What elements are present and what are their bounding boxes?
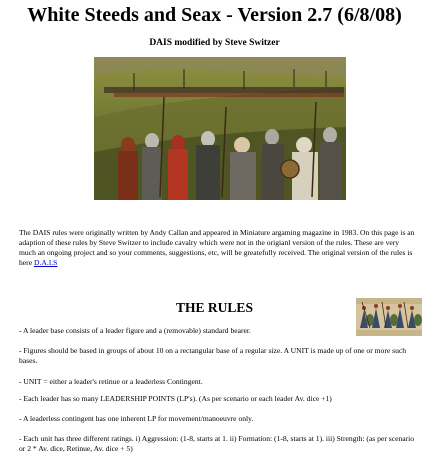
rule-leader-base: - A leader base consists of a leader figure and a (removable) standard bearer. (19, 326, 251, 335)
rule-unit-definition: - UNIT = either a leader's retinue or a leaderless Contingent. (19, 377, 203, 386)
intro-text: The DAIS rules were originally written by Andy Callan and appeared in Miniature argaming magazine in 1983. On this page is an adaption of these rules by Steve Switzer to include cavalry which were not in the origianl version of the rules. These are very much an ongoing project and so your comments, suggestions, etc, will be greatefully received. The original version of the rules is here (19, 228, 415, 267)
dais-original-link[interactable]: D.A.I.S (33, 258, 58, 267)
rule-leadership-points: - Each leader has so many LEADERSHIP POINTS (LP's). (As per scenario or each leader Av. dice +1) (19, 394, 332, 403)
page-title: White Steeds and Seax - Version 2.7 (6/8/08) (27, 4, 402, 26)
rules-heading: THE RULES (176, 300, 253, 315)
rule-unit-ratings: - Each unit has three different ratings. i) Aggression: (1-8, starts at 1. ii) Formation: (1-8, starts at 1). iii) Strength: (as per scenario or 2 * Av. dice, Retinue, Av. dice + 5) (19, 434, 415, 453)
page-subtitle: DAIS modified by Steve Switzer (149, 38, 280, 48)
reenactors-photo (94, 57, 346, 200)
intro-paragraph (19, 228, 417, 268)
rule-leaderless-contingent: - A leaderless contingent has one inherent LP for movement/manoeuvre only. (19, 414, 254, 423)
rule-basing: - Figures should be based in groups of about 10 on a rectangular base of a regular size. A UNIT is made up of one or more such bases. (19, 346, 407, 365)
